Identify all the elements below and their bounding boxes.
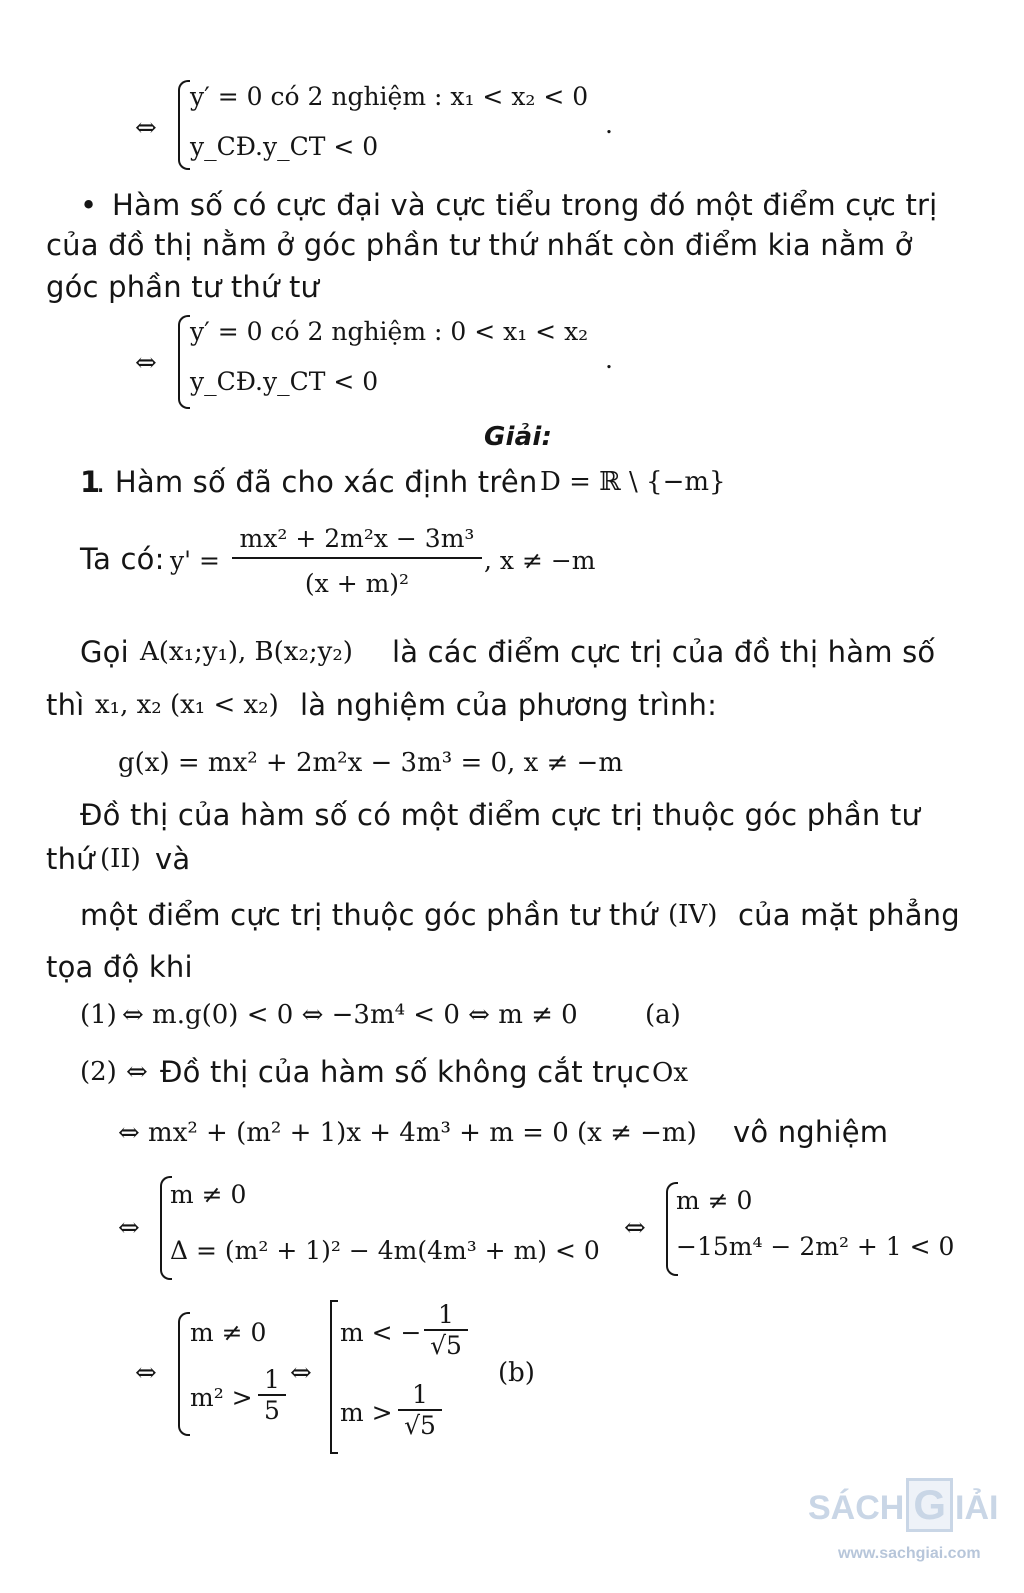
equivalence-arrow: ⇔ (135, 348, 157, 378)
fraction (398, 1380, 442, 1440)
equivalence-arrow: ⇔ (118, 1213, 140, 1243)
equivalence-arrow: ⇔ (624, 1213, 646, 1243)
paragraph-line: Ta có: (80, 542, 165, 576)
paragraph-line: của mặt phẳng (738, 898, 960, 932)
system-line: y′ = 0 có 2 nghiệm : 0 < x₁ < x₂ (190, 317, 589, 346)
paragraph-line: Đồ thị của hàm số không cắt trục (160, 1055, 651, 1089)
equivalence-arrow: ⇔ (290, 1358, 312, 1388)
paragraph-line: vô nghiệm (733, 1115, 889, 1149)
system-brace (178, 1312, 190, 1436)
equivalence-arrow: ⇔ (126, 1057, 148, 1087)
derivative-condition: , x ≠ −m (484, 546, 596, 575)
union-bracket (330, 1300, 338, 1454)
fraction (424, 1300, 468, 1360)
system-line: m² > (190, 1383, 253, 1412)
fraction (258, 1365, 286, 1425)
condition-label: (1) (80, 1000, 117, 1030)
equation: ⇔ m.g(0) < 0 ⇔ −3m⁴ < 0 ⇔ m ≠ 0 (122, 1000, 578, 1030)
site-logo (808, 1478, 998, 1532)
derivative-lhs: y' = (170, 546, 220, 575)
domain-expression: D = ℝ \ {−m} (540, 467, 726, 497)
paragraph-line: của đồ thị nằm ở góc phần tư thứ nhất còn điểm kia nằm ở (46, 228, 913, 262)
logo-text: IẢI (955, 1489, 999, 1527)
system-line: m ≠ 0 (170, 1180, 247, 1209)
paragraph-line: góc phần tư thứ tư (46, 270, 320, 304)
period: . (605, 345, 613, 374)
points-expression: A(x₁;y₁), B(x₂;y₂) (140, 637, 353, 667)
equation: g(x) = mx² + 2m²x − 3m³ = 0, x ≠ −m (118, 748, 623, 778)
paragraph-line: Đồ thị của hàm số có một điểm cực trị thuộc góc phần tư (80, 798, 921, 832)
fraction-denominator: √5 (430, 1331, 462, 1360)
equation-tag: (a) (645, 1000, 681, 1030)
system-brace (178, 315, 190, 409)
bullet-mark: • (80, 188, 98, 222)
axis-label: Ox (652, 1058, 688, 1088)
paragraph-line: một điểm cực trị thuộc góc phần tư thứ (80, 898, 658, 932)
solution-heading: Giải: (484, 422, 553, 452)
fraction-denominator: 5 (264, 1396, 280, 1425)
equivalence-arrow: ⇔ (135, 113, 157, 143)
site-url: www.sachgiai.com (838, 1545, 981, 1562)
paragraph-line: tọa độ khi (46, 950, 193, 984)
roots-expression: x₁, x₂ (x₁ < x₂) (95, 690, 279, 720)
fraction-denominator: √5 (404, 1411, 436, 1440)
step-number: 1 (80, 465, 101, 499)
quadrant-label: (IV) (668, 900, 718, 930)
system-line: −15m⁴ − 2m² + 1 < 0 (676, 1232, 955, 1261)
system-line: y_CĐ.y_CT < 0 (190, 132, 379, 161)
system-line: Δ = (m² + 1)² − 4m(4m³ + m) < 0 (170, 1236, 600, 1265)
paragraph-line: Hàm số có cực đại và cực tiểu trong đó một điểm cực trị (112, 188, 938, 222)
system-line: m ≠ 0 (190, 1318, 267, 1347)
fraction-numerator: 1 (258, 1365, 286, 1396)
paragraph-line: là các điểm cực trị của đồ thị hàm số (392, 635, 936, 669)
fraction (232, 524, 482, 598)
quadrant-label: (II) (100, 844, 141, 874)
logo-text: SÁCH (808, 1489, 905, 1527)
paragraph-line: và (155, 842, 191, 876)
paragraph-line: thì (46, 688, 85, 722)
system-line: y′ = 0 có 2 nghiệm : x₁ < x₂ < 0 (190, 82, 589, 111)
system-line: y_CĐ.y_CT < 0 (190, 367, 379, 396)
period: . (605, 110, 613, 139)
equation-tag: (b) (498, 1358, 535, 1388)
system-line: m < − (340, 1318, 422, 1347)
fraction-numerator: mx² + 2m²x − 3m³ (232, 524, 482, 559)
system-line: m ≠ 0 (676, 1186, 753, 1215)
fraction-numerator: 1 (424, 1300, 468, 1331)
logo-text: G (906, 1478, 953, 1532)
equivalence-arrow: ⇔ (135, 1358, 157, 1388)
system-brace (178, 80, 190, 170)
fraction-denominator: (x + m)² (304, 569, 410, 598)
equation: ⇔ mx² + (m² + 1)x + 4m³ + m = 0 (x ≠ −m) (118, 1118, 697, 1148)
paragraph-line: thứ (46, 842, 95, 876)
paragraph-line: . Hàm số đã cho xác định trên (96, 465, 538, 499)
paragraph-line: là nghiệm của phương trình: (300, 688, 718, 722)
paragraph-line: Gọi (80, 635, 129, 669)
system-line: m > (340, 1398, 393, 1427)
fraction-numerator: 1 (398, 1380, 442, 1411)
condition-label: (2) (80, 1057, 117, 1087)
